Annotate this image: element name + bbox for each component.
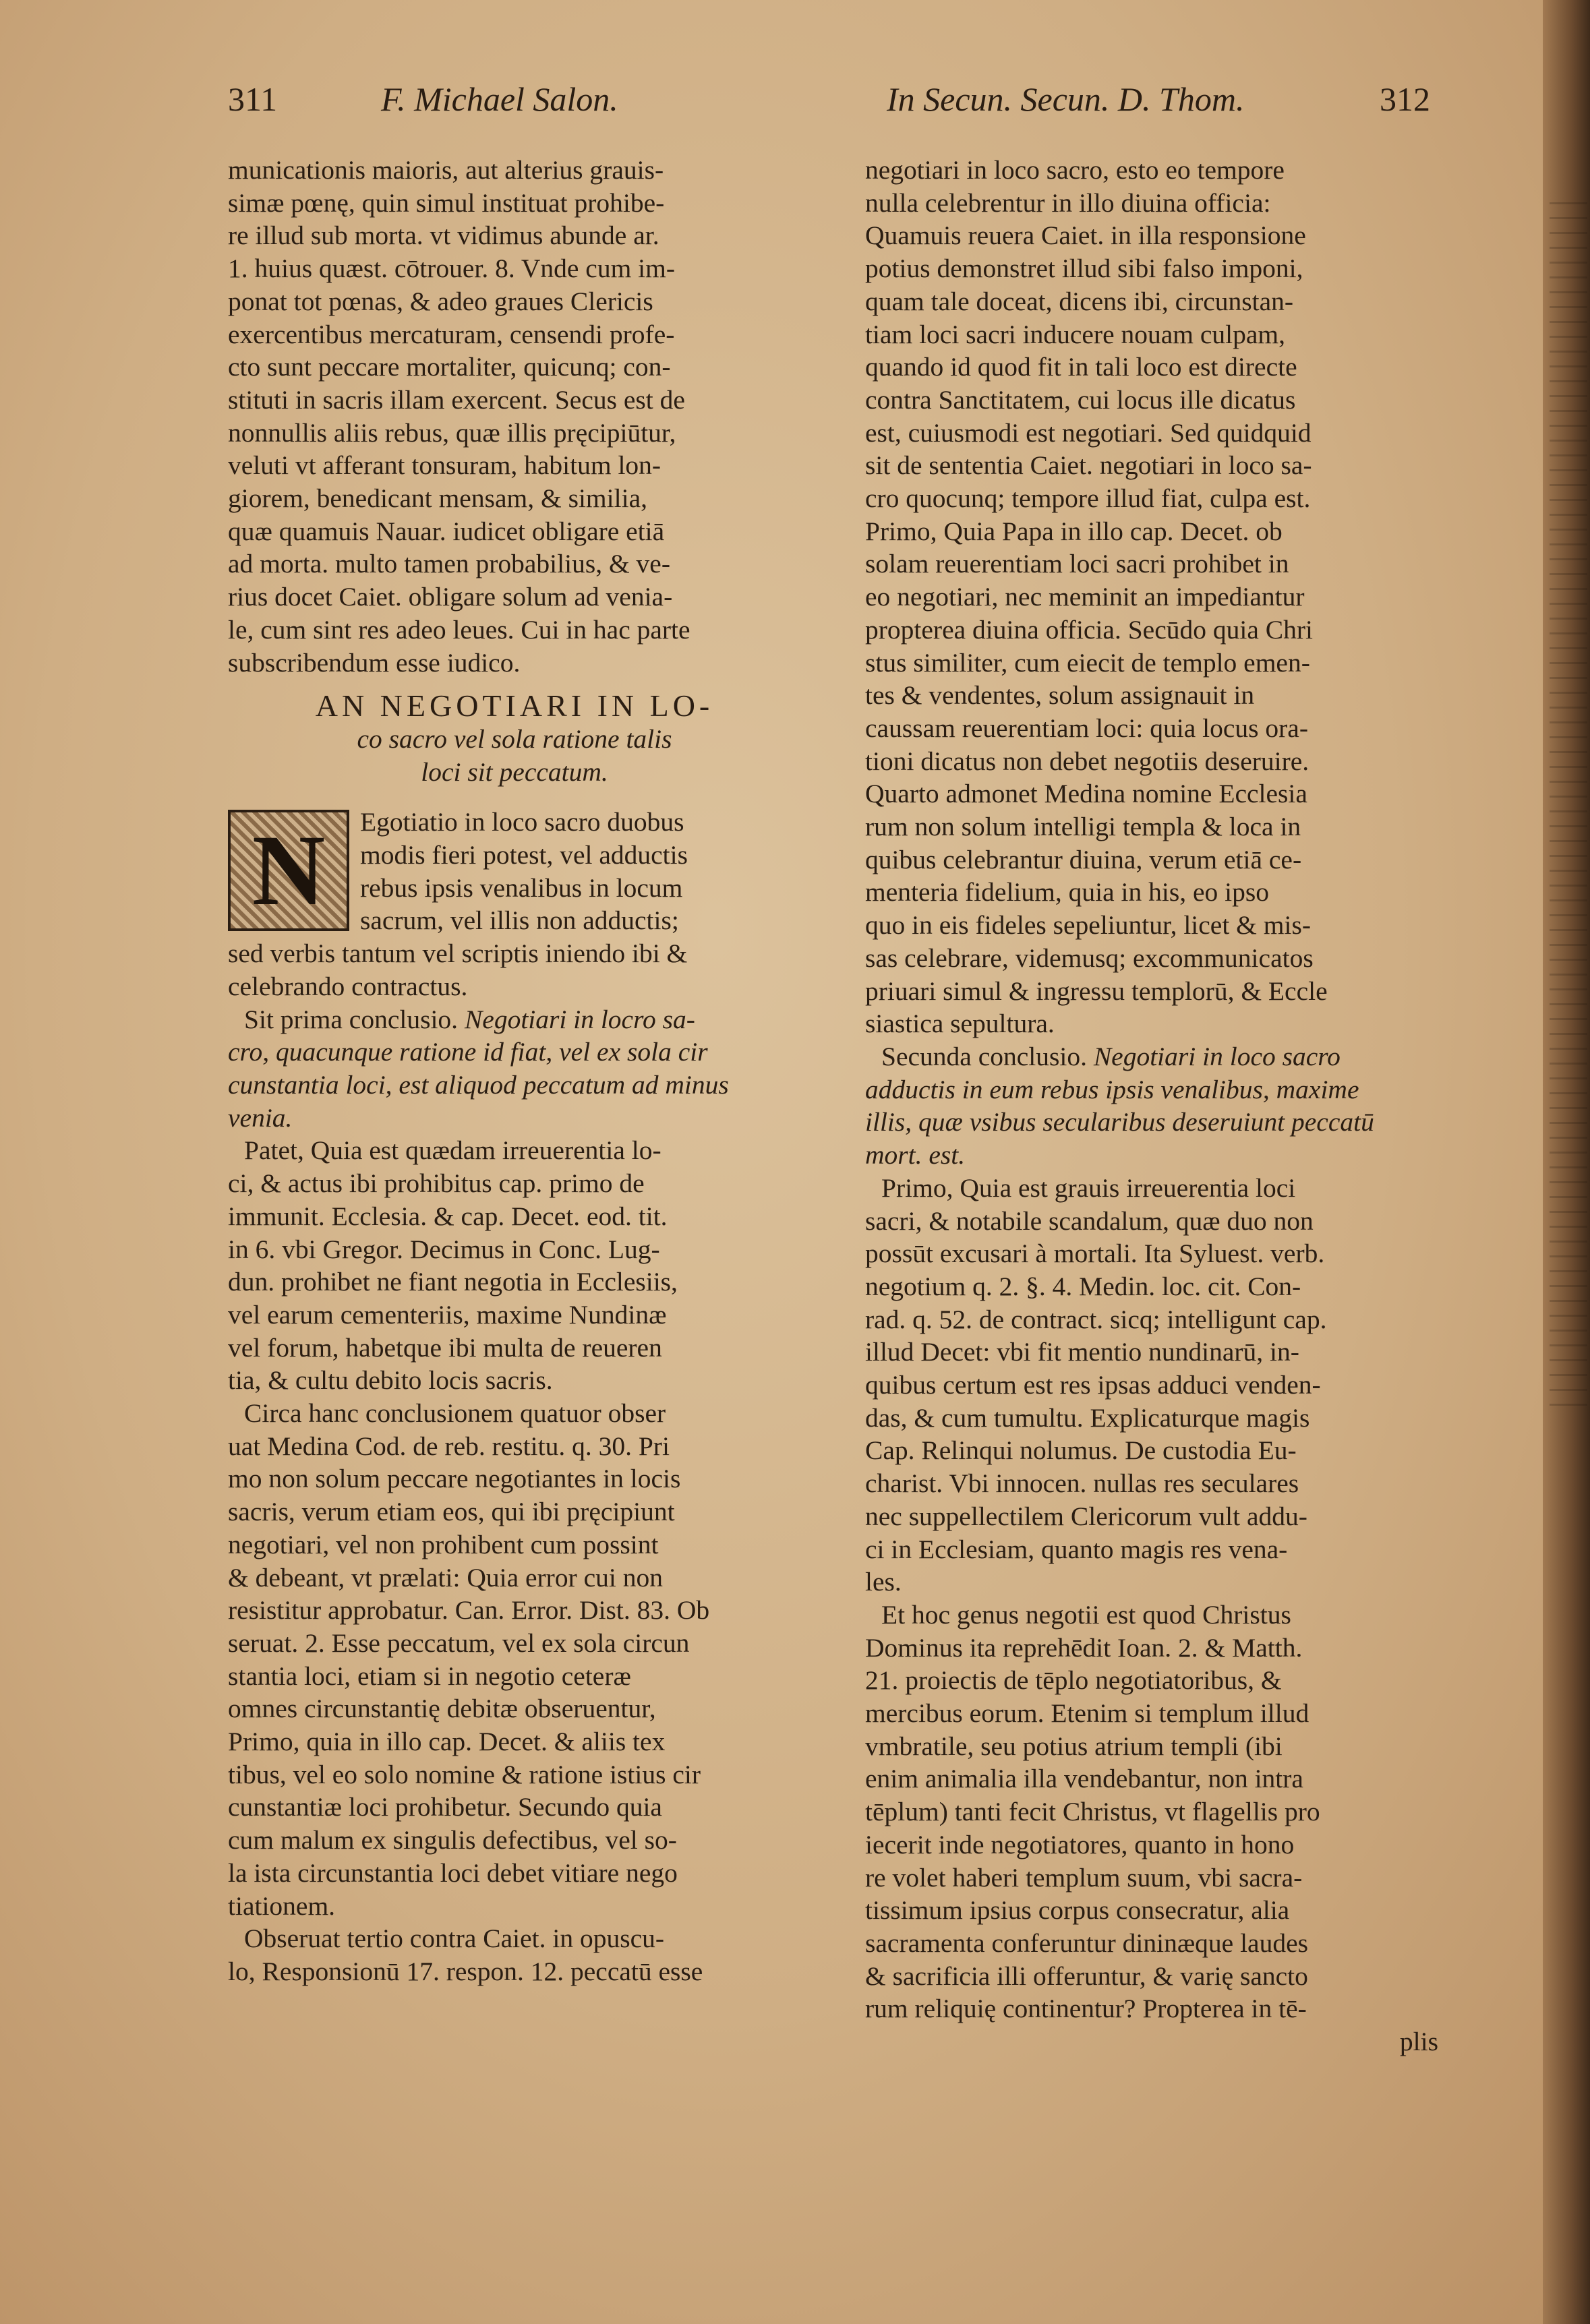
text-line: solam reuerentiam loci sacri prohibet in xyxy=(865,549,1289,579)
facing-page-edge xyxy=(1550,202,1587,1416)
text-line: les. xyxy=(865,1567,902,1597)
text-line: propterea diuina officia. Secūdo quia Chri xyxy=(865,614,1313,645)
book-gutter xyxy=(1543,0,1590,2324)
text-line: municationis maioris, aut alterius grauis- xyxy=(228,155,664,185)
text-line: tēplum) tanti fecit Christus, vt flagellis pro xyxy=(865,1797,1320,1827)
text-line: tia, & cultu debito locis sacris. xyxy=(228,1365,553,1396)
text-line: Obseruat tertio contra Caiet. in opuscu- xyxy=(244,1924,665,1954)
text-line: sacris, verum etiam eos, qui ibi pręcipiunt xyxy=(228,1497,675,1527)
conclusion-text: illis, quæ vsibus secularibus deseruiunt peccatū xyxy=(865,1107,1374,1137)
text-line: nec suppellectilem Clericorum vult addu- xyxy=(865,1501,1307,1531)
text-line: mercibus eorum. Etenim si templum illud xyxy=(865,1698,1309,1729)
text-line: Quamuis reuera Caiet. in illa responsione xyxy=(865,220,1306,251)
text-line: resistitur approbatur. Can. Error. Dist. 83. Ob xyxy=(228,1595,710,1626)
text-line: in 6. vbi Gregor. Decimus in Conc. Lug- xyxy=(228,1234,660,1264)
text-line: stus similiter, cum eiecit de templo emen- xyxy=(865,647,1310,678)
text-line: subscribendum esse iudico. xyxy=(228,647,521,678)
text-line: quando id quod fit in tali loco est directe xyxy=(865,352,1297,382)
text-line: menteria fidelium, quia in his, eo ipso xyxy=(865,877,1269,907)
conclusion-text: Negotiari in loco sacro xyxy=(1086,1041,1341,1071)
conclusion-text: mort. est. xyxy=(865,1140,966,1170)
text-line: Et hoc genus negotii est quod Christus xyxy=(881,1599,1291,1630)
decorated-initial: N xyxy=(228,810,349,931)
text-line: celebrando contractus. xyxy=(228,971,468,1001)
text-line: Quarto admonet Medina nomine Ecclesia xyxy=(865,779,1307,809)
conclusion-text: cro, quacunque ratione id fiat, vel ex sola cir xyxy=(228,1037,708,1067)
text-line: das, & cum tumultu. Explicaturque magis xyxy=(865,1402,1310,1433)
text-line: stantia loci, etiam si in negotio ceteræ xyxy=(228,1661,631,1691)
text-line: Patet, Quia est quædam irreuerentia lo- xyxy=(244,1135,661,1166)
text-line: ci, & actus ibi prohibitus cap. primo de xyxy=(228,1168,645,1199)
text-line: vel forum, habetque ibi multa de reueren xyxy=(228,1332,662,1363)
text-line: & sacrificia illi offeruntur, & varię sancto xyxy=(865,1961,1308,1991)
text-line: veluti vt afferant tonsuram, habitum lon- xyxy=(228,450,661,481)
text-line: negotium q. 2. §. 4. Medin. loc. cit. Con- xyxy=(865,1271,1301,1301)
conclusion-lead: Sit prima conclusio. xyxy=(244,1004,459,1034)
text-line: tissimum ipsius corpus consecratur, alia xyxy=(865,1895,1290,1926)
left-column xyxy=(228,154,801,1988)
left-running-head: F. Michael Salon. xyxy=(381,80,618,118)
text-line: & debeant, vt prælati: Quia error cui non xyxy=(228,1562,663,1592)
text-line: vel earum cementeriis, maxime Nundinæ xyxy=(228,1299,667,1330)
text-line: contra Sanctitatem, cui locus ille dicatus xyxy=(865,384,1296,415)
text-line: re volet haberi templum suum, vbi sacra- xyxy=(865,1862,1303,1893)
text-line: Primo, quia in illo cap. Decet. & aliis tex xyxy=(228,1727,666,1757)
text-line: quo in eis fideles sepeliuntur, licet & mis- xyxy=(865,910,1312,941)
text-line: tes & vendentes, solum assignauit in xyxy=(865,680,1255,711)
text-line: Primo, Quia est grauis irreuerentia loci xyxy=(881,1172,1296,1203)
text-line: nonnullis aliis rebus, quæ illis pręcipiūtur, xyxy=(228,417,676,448)
text-line: quæ quamuis Nauar. iudicet obligare etiā xyxy=(228,516,665,546)
conclusion-text: Negotiari in locro sa- xyxy=(458,1004,695,1034)
right-column xyxy=(865,154,1438,2058)
text-line: tiationem. xyxy=(228,1890,336,1921)
text-line: Cap. Relinqui nolumus. De custodia Eu- xyxy=(865,1435,1297,1466)
text-line: immunit. Ecclesia. & cap. Decet. eod. tit. xyxy=(228,1201,668,1231)
text-line: sit de sententia Caiet. negotiari in loco sa- xyxy=(865,450,1312,481)
text-line: tioni dicatus non debet negotiis deseruire. xyxy=(865,746,1309,776)
right-running-head: In Secun. Secun. D. Thom. xyxy=(887,80,1245,118)
text-line: cro quocunq; tempore illud fiat, culpa est. xyxy=(865,483,1311,514)
text-line: le, cum sint res adeo leues. Cui in hac parte xyxy=(228,614,690,645)
text-line: dun. prohibet ne fiant negotia in Ecclesiis, xyxy=(228,1267,678,1297)
text-line: vmbratile, seu potius atrium templi (ibi xyxy=(865,1731,1283,1761)
text-line: uat Medina Cod. de reb. restitu. q. 30. Pri xyxy=(228,1431,670,1461)
left-page-number: 311 xyxy=(228,80,278,118)
text-line: rebus ipsis venalibus in locum xyxy=(360,872,683,903)
conclusion-text: adductis in eum rebus ipsis venalibus, maxime xyxy=(865,1074,1359,1104)
text-line: sas celebrare, videmusq; excommunicatos xyxy=(865,943,1314,973)
text-line: enim animalia illa vendebantur, non intra xyxy=(865,1764,1303,1794)
text-line: rad. q. 52. de contract. sicq; intelligunt cap. xyxy=(865,1304,1327,1334)
text-line: sacramenta conferuntur dininæque laudes xyxy=(865,1928,1308,1958)
text-line: cto sunt peccare mortaliter, quicunq; con- xyxy=(228,352,671,382)
text-line: tibus, vel eo solo nomine & ratione istius cir xyxy=(228,1759,701,1789)
section-subheading: co sacro vel sola ratione talis xyxy=(357,723,672,754)
text-line: omnes circunstantię debitæ obseruentur, xyxy=(228,1694,656,1724)
text-line: stituti in sacris illam exercent. Secus est de xyxy=(228,384,685,415)
section-subheading: loci sit peccatum. xyxy=(421,756,608,787)
conclusion-text: venia. xyxy=(228,1102,293,1133)
text-line: mo non solum peccare negotiantes in locis xyxy=(228,1464,681,1494)
catchword: plis xyxy=(1399,2027,1438,2057)
text-line: simæ pœnę, quin simul instituat prohibe- xyxy=(228,187,665,218)
text-line: sacri, & notabile scandalum, quæ duo non xyxy=(865,1205,1314,1236)
text-line: illud Decet: vbi fit mentio nundinarū, in- xyxy=(865,1337,1299,1367)
conclusion-lead: Secunda conclusio. xyxy=(881,1041,1087,1071)
text-line: exercentibus mercaturam, censendi profe- xyxy=(228,319,675,349)
text-line: quibus certum est res ipsas adduci venden- xyxy=(865,1370,1321,1400)
conclusion-line xyxy=(228,1003,801,1036)
text-line: giorem, benedicant mensam, & similia, xyxy=(228,483,647,514)
right-page-number: 312 xyxy=(1380,80,1430,118)
conclusion-text: cunstantia loci, est aliquod peccatum ad minus xyxy=(228,1069,729,1100)
text-line: cunstantiæ loci prohibetur. Secundo quia xyxy=(228,1792,662,1822)
text-line: eo negotiari, nec meminit an impediantur xyxy=(865,582,1305,612)
text-line: sed verbis tantum vel scriptis iniendo ibi & xyxy=(228,938,688,969)
text-line: lo, Responsionū 17. respon. 12. peccatū esse xyxy=(228,1956,703,1986)
text-line: la ista circunstantia loci debet vitiare nego xyxy=(228,1857,678,1888)
text-line: ponat tot pœnas, & adeo graues Clericis xyxy=(228,286,653,316)
text-line: tiam loci sacri inducere nouam culpam, xyxy=(865,319,1285,349)
text-line: potius demonstret illud sibi falso imponi, xyxy=(865,254,1303,284)
text-line: Primo, Quia Papa in illo cap. Decet. ob xyxy=(865,516,1283,546)
text-line: Egotiatio in loco sacro duobus xyxy=(360,807,684,837)
text-line: ad morta. multo tamen probabilius, & ve- xyxy=(228,549,670,579)
text-line: 21. proiectis de tēplo negotiatoribus, & xyxy=(865,1665,1282,1696)
text-line: 1. huius quæst. cōtrouer. 8. Vnde cum im- xyxy=(228,254,676,284)
text-line: negotiari in loco sacro, esto eo tempore xyxy=(865,155,1285,185)
text-line: quibus celebrantur diuina, verum etiā ce- xyxy=(865,844,1302,874)
dropcap-paragraph xyxy=(228,806,801,1003)
text-line: sacrum, vel illis non adductis; xyxy=(360,905,679,936)
text-line: siastica sepultura. xyxy=(865,1009,1055,1039)
text-line: Circa hanc conclusionem quatuor obser xyxy=(244,1398,666,1429)
text-line: iecerit inde negotiatores, quanto in hono xyxy=(865,1829,1295,1859)
text-line: Dominus ita reprehēdit Ioan. 2. & Matth. xyxy=(865,1632,1303,1663)
text-line: priuari simul & ingressu templorū, & Eccle xyxy=(865,976,1328,1006)
text-line: cum malum ex singulis defectibus, vel so- xyxy=(228,1825,677,1855)
text-line: seruat. 2. Esse peccatum, vel ex sola circun xyxy=(228,1628,690,1658)
text-line: quam tale doceat, dicens ibi, circunstan- xyxy=(865,286,1294,316)
conclusion-line xyxy=(865,1040,1438,1073)
text-line: rum reliquię continentur? Propterea in tē- xyxy=(865,1994,1307,2024)
text-line: caussam reuerentiam loci: quia locus ora- xyxy=(865,713,1308,743)
text-line: nulla celebrentur in illo diuina officia: xyxy=(865,187,1271,218)
text-line: rius docet Caiet. obligare solum ad venia- xyxy=(228,582,673,612)
text-line: modis fieri potest, vel adductis xyxy=(360,840,688,870)
section-heading: AN NEGOTIARI IN LO- xyxy=(315,688,714,723)
text-line: possūt excusari à mortali. Ita Syluest. verb. xyxy=(865,1239,1325,1269)
text-line: negotiari, vel non prohibent cum possint xyxy=(228,1529,659,1559)
text-line: rum non solum intelligi templa & loca in xyxy=(865,812,1301,842)
text-line: ci in Ecclesiam, quanto magis res vena- xyxy=(865,1534,1288,1564)
text-line: charist. Vbi innocen. nullas res seculares xyxy=(865,1468,1299,1499)
text-line: re illud sub morta. vt vidimus abunde ar. xyxy=(228,220,659,251)
text-line: est, cuiusmodi est negotiari. Sed quidquid xyxy=(865,417,1312,448)
